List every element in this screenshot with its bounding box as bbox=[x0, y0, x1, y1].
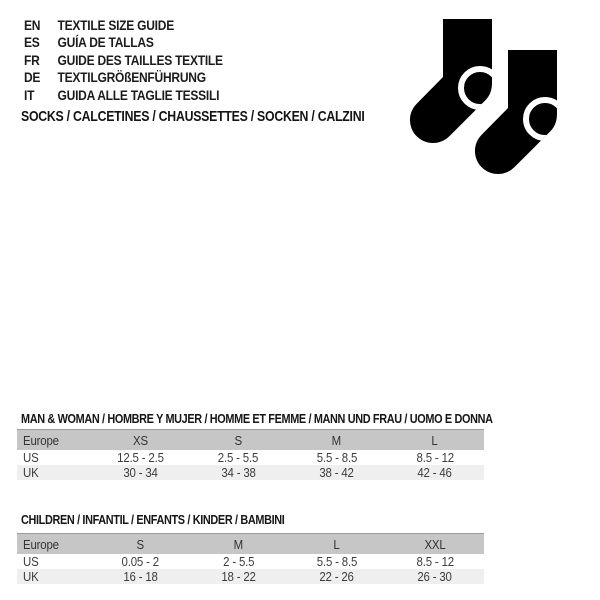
language-list bbox=[24, 16, 255, 104]
size-cell: 0.05 - 2 bbox=[121, 554, 159, 569]
language-code: EN bbox=[24, 16, 41, 33]
language-row-es bbox=[24, 34, 223, 52]
column-header: Europe bbox=[23, 536, 59, 552]
children-table-title: CHILDREN / INFANTIL / ENFANTS / KINDER / BAMBINI bbox=[21, 513, 285, 527]
category-title: SOCKS / CALCETINES / CHAUSSETTES / SOCKEN / CALZINI bbox=[21, 108, 365, 125]
region-cell: UK bbox=[23, 465, 39, 480]
table-row-uk bbox=[17, 569, 484, 584]
size-cell: 8.5 - 12 bbox=[416, 450, 454, 465]
size-cell: 8.5 - 12 bbox=[416, 554, 454, 569]
region-cell: US bbox=[23, 450, 39, 465]
language-row-it bbox=[24, 86, 223, 104]
column-header: M bbox=[233, 536, 244, 552]
column-header: S bbox=[136, 536, 144, 552]
region-cell: US bbox=[23, 554, 39, 569]
language-row-fr bbox=[24, 51, 223, 69]
language-code: ES bbox=[24, 34, 40, 51]
size-cell: 34 - 38 bbox=[221, 465, 256, 480]
language-code: FR bbox=[24, 51, 40, 68]
socks-icon bbox=[405, 5, 565, 180]
column-header: M bbox=[331, 432, 342, 448]
language-label: GUIDE DES TAILLES TEXTILE bbox=[57, 51, 223, 68]
language-label: TEXTILGRÖßENFÜHRUNG bbox=[57, 69, 206, 86]
column-header: XS bbox=[132, 432, 148, 448]
size-cell: 38 - 42 bbox=[319, 465, 354, 480]
language-row-de bbox=[24, 69, 223, 87]
column-header: Europe bbox=[23, 432, 59, 448]
language-code: DE bbox=[24, 69, 41, 86]
size-cell: 18 - 22 bbox=[221, 569, 256, 584]
table-row-uk bbox=[17, 465, 484, 480]
language-code: IT bbox=[24, 86, 35, 103]
size-cell: 22 - 26 bbox=[319, 569, 354, 584]
column-header: S bbox=[234, 432, 243, 448]
man-woman-table-title: MAN & WOMAN / HOMBRE Y MUJER / HOMME ET FEMME / MANN UND FRAU / UOMO E DONNA bbox=[21, 412, 493, 426]
language-label: GUIDA ALLE TAGLIE TESSILI bbox=[57, 86, 220, 103]
size-cell: 2 - 5.5 bbox=[222, 554, 254, 569]
size-cell: 30 - 34 bbox=[122, 465, 158, 480]
language-label: TEXTILE SIZE GUIDE bbox=[57, 16, 174, 33]
column-header: L bbox=[333, 536, 340, 552]
size-cell: 12.5 - 2.5 bbox=[116, 450, 164, 465]
size-cell: 16 - 18 bbox=[122, 569, 158, 584]
language-row-en bbox=[24, 16, 223, 34]
table-header-row bbox=[17, 429, 484, 450]
table-row-us bbox=[17, 554, 484, 569]
table-row-us bbox=[17, 450, 484, 465]
column-header: XXL bbox=[424, 536, 446, 552]
table-header-row bbox=[17, 533, 484, 554]
size-cell: 42 - 46 bbox=[417, 465, 453, 480]
size-cell: 5.5 - 8.5 bbox=[316, 554, 357, 569]
size-cell: 26 - 30 bbox=[417, 569, 453, 584]
size-cell: 2.5 - 5.5 bbox=[218, 450, 259, 465]
children-size-table bbox=[17, 533, 484, 584]
language-label: GUÍA DE TALLAS bbox=[57, 34, 154, 51]
column-header: L bbox=[431, 432, 438, 448]
region-cell: UK bbox=[23, 569, 39, 584]
man-woman-size-table bbox=[17, 429, 484, 480]
size-cell: 5.5 - 8.5 bbox=[316, 450, 357, 465]
